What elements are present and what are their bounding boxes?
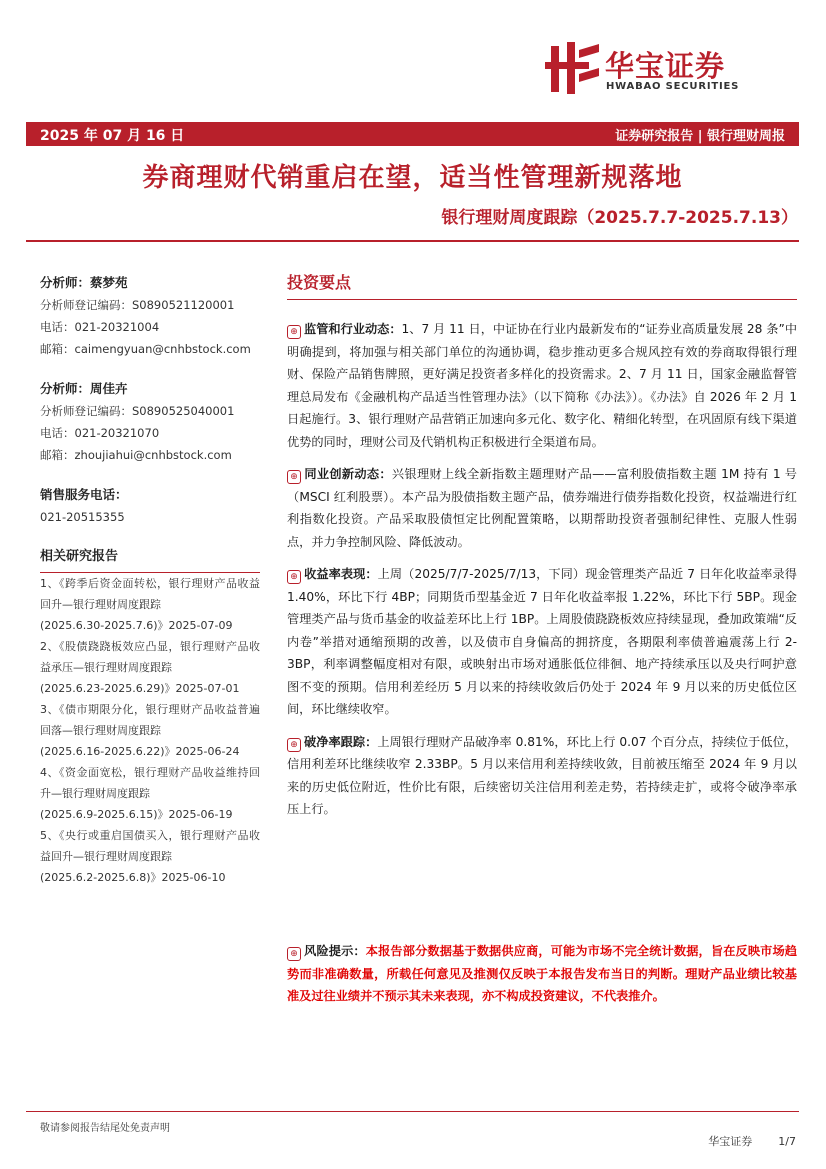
- risk-body: 本报告部分数据基于数据供应商，可能为市场不完全统计数据，旨在反映市场趋势而非准确数量，所载任何意见及推测仅反映于本报告发布当日的判断。理财产品业绩比较基准及过往业绩并不预示其未来表现，亦不构成投资建议，不代表推介。: [287, 944, 798, 1003]
- header-band: [26, 122, 799, 146]
- paragraph-yield: [287, 563, 797, 721]
- sales-label: 销售服务电话：: [40, 487, 128, 502]
- risk-lead: 风险提示：: [304, 944, 366, 958]
- related-report-item[interactable]: 4、《资金面宽松，银行理财产品收益维持回升—银行理财周度跟踪 (2025.6.9-2025.6.15)》2025-06-19: [40, 766, 260, 821]
- related-report-item[interactable]: 5、《央行或重启国债买入，银行理财产品收益回升—银行理财周度跟踪 (2025.6.2-2025.6.8)》2025-06-10: [40, 829, 260, 884]
- footer-divider: [26, 1111, 799, 1112]
- related-report-item[interactable]: 3、《债市期限分化，银行理财产品收益普遍回落—银行理财周度跟踪 (2025.6.16-2025.6.22)》2025-06-24: [40, 703, 260, 758]
- paragraph-body: 上周银行理财产品破净率 0.81%，环比上行 0.07 个百分点，持续位于低位，信用利差环比继续收窄 2.33BP。5 月以来信用利差持续收敛，目前被压缩至 2024 年 9 月以来的历史低位附近，性价比有限，后续密切关注信用利差走势，若持续走扩，或将令破净率承压上行。: [287, 734, 797, 816]
- paragraph-lead: 收益率表现：: [304, 567, 378, 581]
- bullet-icon: ⊕: [287, 570, 301, 584]
- paragraph-lead: 破净率跟踪：: [304, 734, 378, 749]
- analyst-name: 分析师：周佳卉: [40, 381, 128, 396]
- page-subtitle: 银行理财周度跟踪（2025.7.7-2025.7.13）: [441, 208, 798, 228]
- footer-right: [682, 1133, 796, 1149]
- report-type: 证券研究报告 | 银行理财周报: [615, 129, 785, 144]
- risk-warning: [287, 940, 797, 1008]
- sales-block: [40, 484, 260, 528]
- paragraph-body: 兴银理财上线全新指数主题理财产品——富利股债指数主题 1M 持有 1 号（MSCI 红利股票）。本产品为股债指数主题产品，债券端进行债券指数化投资，权益端进行红利指数化投资。产品采取股债恒定比例配置策略，以期帮助投资者强制纪律性、克服人性弱点，并力争控制风险、降低波动。: [287, 467, 797, 549]
- investment-highlights-title: 投资要点: [287, 270, 797, 300]
- page-title: 券商理财代销重启在望，适当性管理新规落地: [142, 163, 683, 193]
- logo-name-cn: 华宝证券: [605, 49, 726, 83]
- related-reports-title: 相关研究报告: [40, 546, 260, 573]
- paragraph-body: 1、7 月 11 日，中证协在行业内最新发布的“证券业高质量发展 28 条”中明确提到，将加强与相关部门单位的沟通协调，稳步推动更多合规风控有效的券商取得银行理财、保险产品销售牌照，更好满足投资者多样化的投资需求。2、7 月 11 日，国家金融监督管理总局发布《金融机构产品适当性管理办法》（以下简称《办法》）。《办法》自 2026 年 2 月 1 日起施行。3、银行理财产品营销正加速向多元化、数字化、精细化转型，在巩固原有线下渠道优势的同时，理财公司及代销机构正积极进行全渠道布局。: [287, 322, 798, 449]
- analyst-tel: 电话：021-20321004: [40, 320, 160, 334]
- paragraph-lead: 同业创新动态：: [304, 467, 392, 481]
- title-divider: [26, 240, 799, 242]
- paragraph-lead: 监管和行业动态：: [304, 322, 402, 336]
- page-number: 1/7: [778, 1135, 796, 1148]
- report-date: 2025 年 07 月 16 日: [40, 128, 185, 144]
- paragraph-regulation: [287, 318, 797, 453]
- footer-disclaimer: 敬请参阅报告结尾处免责声明: [40, 1123, 170, 1134]
- bullet-icon: ⊕: [287, 325, 301, 339]
- analyst-tel: 电话：021-20321070: [40, 426, 160, 440]
- related-report-item[interactable]: 2、《股债跷跷板效应凸显，银行理财产品收益承压—银行理财周度跟踪 (2025.6.23-2025.6.29)》2025-07-01: [40, 640, 260, 695]
- analyst-email: 邮箱：zhoujiahui@cnhbstock.com: [40, 448, 232, 462]
- company-logo: [545, 40, 780, 98]
- sales-tel: 021-20515355: [40, 510, 125, 524]
- analyst-name: 分析师：蔡梦苑: [40, 275, 128, 290]
- sidebar: [40, 272, 260, 888]
- paragraph-breakeven: [287, 731, 797, 821]
- bullet-icon: ⊕: [287, 738, 301, 752]
- hwabao-logo-icon: [545, 42, 601, 94]
- logo-name-en: HWABAO SECURITIES: [606, 81, 740, 92]
- bullet-icon: ⊕: [287, 947, 301, 961]
- main-content: [287, 270, 797, 831]
- analyst-reg: 分析师登记编码：S0890525040001: [40, 404, 235, 418]
- analyst-email: 邮箱：caimengyuan@cnhbstock.com: [40, 342, 251, 356]
- footer-company: 华宝证券: [708, 1135, 753, 1148]
- analyst-block-1: [40, 272, 260, 360]
- paragraph-innovation: [287, 463, 797, 553]
- related-report-item[interactable]: 1、《跨季后资金面转松，银行理财产品收益回升—银行理财周度跟踪 (2025.6.30-2025.7.6)》2025-07-09: [40, 577, 260, 632]
- analyst-reg: 分析师登记编码：S0890521120001: [40, 298, 235, 312]
- paragraph-body: 上周（2025/7/7-2025/7/13，下同）现金管理类产品近 7 日年化收益率录得 1.40%，环比下行 4BP；同期货币型基金近 7 日年化收益率报 1.22%，环比下行 5BP。现金管理类产品与货币基金的收益差环比上行 1BP。上周股债跷跷板效应持续显现，叠加政策端“反内卷”举措对通缩预期的改善，以及债市自身偏高的拥挤度，各期限利率债普遍震荡上行 2-3BP，利率调整幅度相对有限，或映射出市场对通胀低位徘徊、地产持续承压以及央行呵护意图不变的预期。信用利差经历 5 月以来的持续收敛后仍处于 2024 年 9 月以来的历史低位区间，环比继续收窄。: [287, 567, 797, 716]
- bullet-icon: ⊕: [287, 470, 301, 484]
- analyst-block-2: [40, 378, 260, 466]
